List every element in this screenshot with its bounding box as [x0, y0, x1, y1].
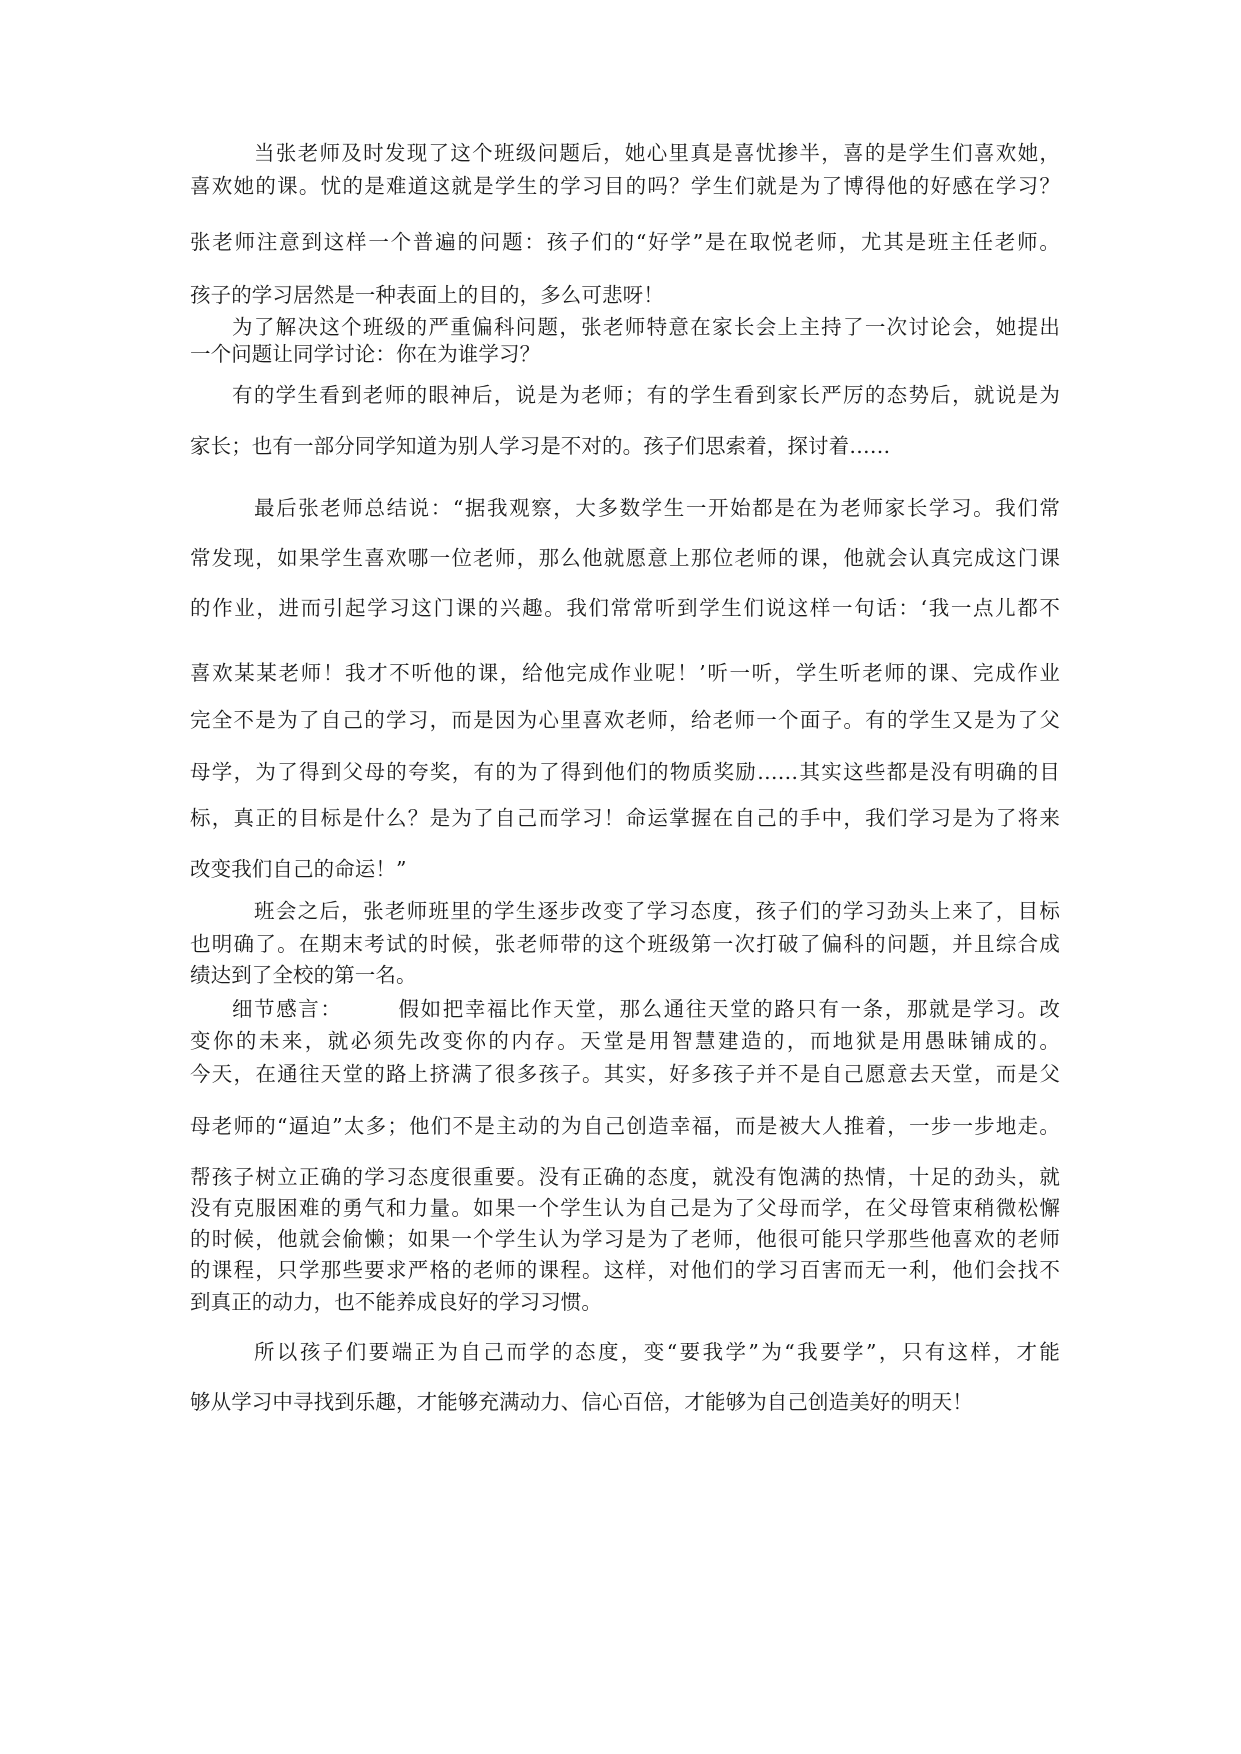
text-line: 的时候，他就会偷懒；如果一个学生认为学习是为了老师，他很可能只学那些他喜欢的老师: [190, 1227, 1060, 1251]
text-line: 常发现，如果学生喜欢哪一位老师，那么他就愿意上那位老师的课，他就会认真完成这门课: [190, 546, 1060, 570]
text-line: 喜欢她的课。忧的是难道这就是学生的学习目的吗？学生们就是为了博得他的好感在学习？: [190, 174, 1060, 198]
text-line: 标，真正的目标是什么？是为了自己而学习！命运掌握在自己的手中，我们学习是为了将来: [190, 806, 1060, 830]
text-line: 母老师的“逼迫”太多；他们不是主动的为自己创造幸福，而是被大人推着，一步一步地走。: [190, 1114, 1060, 1138]
text-line: 孩子的学习居然是一种表面上的目的，多么可悲呀！: [190, 283, 664, 307]
text-line: 变你的未来，就必须先改变你的内存。天堂是用智慧建造的，而地狱是用愚昧铺成的。: [190, 1029, 1060, 1053]
text-line: 最后张老师总结说：“据我观察，大多数学生一开始都是在为老师家长学习。我们常: [254, 496, 1060, 520]
text-line: 够从学习中寻找到乐趣，才能够充满动力、信心百倍，才能够为自己创造美好的明天！: [190, 1390, 973, 1414]
text-line: 母学，为了得到父母的夸奖，有的为了得到他们的物质奖励……其实这些都是没有明确的目: [190, 760, 1060, 784]
text-line: 绩达到了全校的第一名。: [190, 963, 417, 987]
text-line: 为了解决这个班级的严重偏科问题，张老师特意在家长会上主持了一次讨论会，她提出: [232, 315, 1060, 339]
text-line: 完全不是为了自己的学习，而是因为心里喜欢老师，给老师一个面子。有的学生又是为了父: [190, 708, 1060, 732]
text-line: 一个问题让同学讨论：你在为谁学习？: [190, 342, 541, 366]
text-line: 喜欢某某老师！我才不听他的课，给他完成作业呢！’听一听，学生听老师的课、完成作业: [190, 661, 1060, 685]
text-line: 家长；也有一部分同学知道为别人学习是不对的。孩子们思索着，探讨着……: [190, 434, 891, 458]
text-line: 今天，在通往天堂的路上挤满了很多孩子。其实，好多孩子并不是自己愿意去天堂，而是父: [190, 1062, 1060, 1086]
text-line: 也明确了。在期末考试的时候，张老师带的这个班级第一次打破了偏科的问题，并且综合成: [190, 932, 1060, 956]
text-line: 张老师注意到这样一个普遍的问题：孩子们的“好学”是在取悦老师，尤其是班主任老师。: [190, 230, 1060, 254]
text-line: 的课程，只学那些要求严格的老师的课程。这样，对他们的学习百害而无一利，他们会找不: [190, 1258, 1060, 1282]
text-line: 改变我们自己的命运！”: [190, 857, 407, 881]
text-line: 到真正的动力，也不能养成良好的学习习惯。: [190, 1290, 602, 1314]
text-line: 没有克服困难的勇气和力量。如果一个学生认为自己是为了父母而学，在父母管束稍微松懈: [190, 1196, 1060, 1220]
text-line: 所以孩子们要端正为自己而学的态度，变“要我学”为“我要学”，只有这样，才能: [254, 1340, 1060, 1364]
text-line: 班会之后，张老师班里的学生逐步改变了学习态度，孩子们的学习劲头上来了，目标: [254, 899, 1060, 923]
text-line: 的作业，进而引起学习这门课的兴趣。我们常常听到学生们说这样一句话：‘我一点儿都不: [190, 596, 1060, 620]
text-line: 有的学生看到老师的眼神后，说是为老师；有的学生看到家长严厉的态势后，就说是为: [232, 383, 1060, 407]
text-line: 当张老师及时发现了这个班级问题后，她心里真是喜忧掺半，喜的是学生们喜欢她，: [254, 141, 1060, 165]
text-line: 帮孩子树立正确的学习态度很重要。没有正确的态度，就没有饱满的热情，十足的劲头，就: [190, 1165, 1060, 1189]
text-line: 细节感言： 假如把幸福比作天堂，那么通往天堂的路只有一条，那就是学习。改: [232, 997, 1060, 1021]
